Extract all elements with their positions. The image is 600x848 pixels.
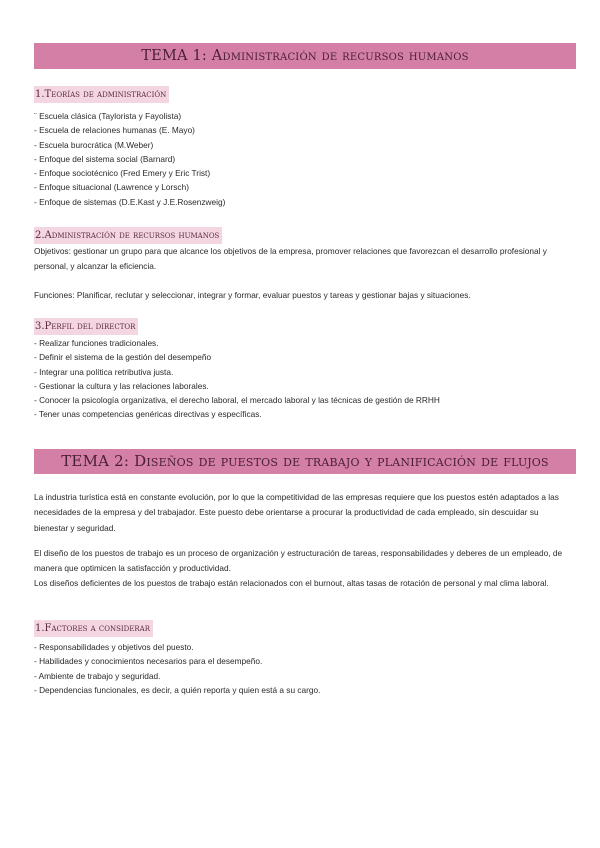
list-item: - Gestionar la cultura y las relaciones laborales.: [34, 380, 209, 391]
tema1-section3-list: [34, 336, 574, 422]
objetivos-paragraph: Objetivos: gestionar un grupo para que alcance los objetivos de la empresa, promover relaciones que favorezcan el desarrollo profesional y personal, y alcanzar la eficiencia.: [34, 246, 547, 272]
list-item: - Enfoque del sistema social (Barnard): [34, 153, 176, 164]
list-item: - Integrar una política retributiva justa.: [34, 366, 174, 377]
list-item: - Ambiente de trabajo y seguridad.: [34, 670, 161, 681]
tema1-section1-list: [34, 109, 574, 209]
list-item: - Dependencias funcionales, es decir, a quién reporta y quien está a su cargo.: [34, 684, 321, 695]
tema2-section1-list: [34, 640, 574, 697]
tema1-section3-heading: 3.Perfil del director: [34, 318, 138, 335]
list-item: ¨ Escuela clásica (Taylorista y Fayolista): [34, 111, 182, 121]
tema1-section2-heading: 2.Administración de recursos humanos: [34, 227, 222, 244]
tema1-section1-heading: 1.Teorías de administración: [34, 86, 169, 103]
funciones-paragraph: Funciones: Planificar, reclutar y seleccionar, integrar y formar, evaluar puestos y tareas y gestionar bajas y situaciones.: [34, 290, 471, 300]
tema2-paragraph-3: Los diseños deficientes de los puestos de trabajo están relacionados con el burnout, altas tasas de rotación de personal y mal clima laboral.: [34, 578, 549, 588]
tema2-paragraph-2: El diseño de los puestos de trabajo es un proceso de organización y estructuración de tareas, responsabilidades y deberes de un empleado, de manera que optimicen la satisfacción y productividad.: [34, 548, 563, 574]
tema2-paragraph-1: La industria turística está en constante evolución, por lo que la competitividad de las empresas requiere que los puestos estén adaptados a las necesidades de la empresa y del trabajador. Este puesto debe orientarse a procurar la productividad de cada empleado, sin descuidar su bienestar y seguridad.: [34, 492, 559, 533]
list-item: - Tener unas competencias genéricas directivas y específicas.: [34, 409, 262, 420]
list-item: - Enfoque sociotécnico (Fred Emery y Eric Trist): [34, 168, 211, 179]
tema2-section1-heading: 1.Factores a considerar: [34, 620, 153, 637]
list-item: - Habilidades y conocimientos necesarios para el desempeño.: [34, 656, 263, 667]
list-item: - Definir el sistema de la gestión del desempeño: [34, 352, 212, 363]
tema1-title: TEMA 1: Administración de recursos humanos: [34, 43, 576, 69]
list-item: - Escuela burocrática (M.Weber): [34, 139, 154, 150]
list-item: - Responsabilidades y objetivos del puesto.: [34, 642, 194, 652]
list-item: - Enfoque situacional (Lawrence y Lorsch): [34, 182, 189, 193]
list-item: - Escuela de relaciones humanas (E. Mayo): [34, 125, 195, 136]
list-item: - Conocer la psicología organizativa, el derecho laboral, el mercado laboral y las técnicas de gestión de RRHH: [34, 395, 440, 406]
list-item: - Realizar funciones tradicionales.: [34, 338, 159, 348]
tema2-title: TEMA 2: Diseños de puestos de trabajo y planificación de flujos: [34, 449, 576, 474]
list-item: - Enfoque de sistemas (D.E.Kast y J.E.Rosenzweig): [34, 196, 226, 207]
